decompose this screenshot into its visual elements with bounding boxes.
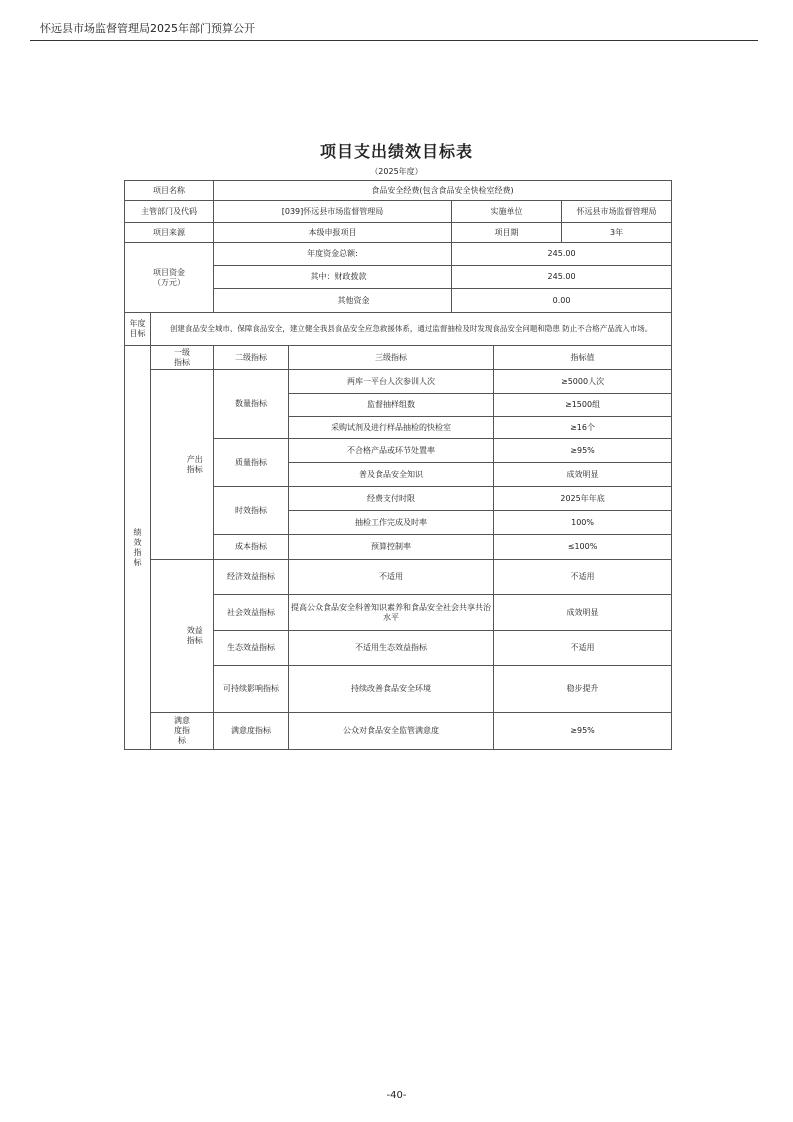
source-label: 项目来源 (125, 223, 214, 243)
table-row: 抽检工作完成及时率 (289, 511, 494, 535)
impl-unit-label: 实施单位 (452, 201, 562, 223)
level1-header: 一级指标 (151, 346, 214, 370)
table-row: 采购试剂及进行样品抽检的快检室 (289, 417, 494, 439)
output-label: 产出指标 (177, 370, 214, 560)
output-blank (151, 370, 177, 560)
funds-fiscal-label: 其中：财政拨款 (214, 266, 452, 289)
econ-label: 经济效益指标 (214, 560, 289, 595)
table-row: 2025年年底 (494, 487, 672, 511)
table-row: ≥5000人次 (494, 370, 672, 394)
funds-other-value: 0.00 (452, 289, 672, 313)
table-row: ≥95% (494, 439, 672, 463)
sustain-label: 可持续影响指标 (214, 666, 289, 713)
value-header: 指标值 (494, 346, 672, 370)
table-row: 不适用 (494, 560, 672, 595)
satisfaction-label: 满意度指标 (214, 713, 289, 750)
perf-side-label: 绩效指标 (125, 346, 151, 750)
table-row: 经费支付时限 (289, 487, 494, 511)
page-number: -40- (386, 1090, 407, 1101)
table-row: ≥1500组 (494, 394, 672, 417)
period-value: 3年 (562, 223, 672, 243)
table-row: 两库一平台人次参训人次 (289, 370, 494, 394)
time-label: 时效指标 (214, 487, 289, 535)
performance-table (124, 180, 672, 750)
table-row: 不适用生态效益指标 (289, 631, 494, 666)
page-header: 怀远县市场监督管理局2025年部门预算公开 (40, 22, 255, 35)
impl-unit-value: 怀远县市场监督管理局 (562, 201, 672, 223)
quantity-label: 数量指标 (214, 370, 289, 439)
funds-other-label: 其他资金 (214, 289, 452, 313)
table-row: 持续改善食品安全环境 (289, 666, 494, 713)
table-row: 稳步提升 (494, 666, 672, 713)
table-row: 100% (494, 511, 672, 535)
table-row: 提高公众食品安全科普知识素养和食品安全社会共享共治水平 (289, 595, 494, 631)
funds-fiscal-value: 245.00 (452, 266, 672, 289)
table-row: 成效明显 (494, 463, 672, 487)
table-row: 预算控制率 (289, 535, 494, 560)
project-name-value: 食品安全经费(包含食品安全快检室经费) (214, 181, 672, 201)
level3-header: 三级指标 (289, 346, 494, 370)
table-row: 公众对食品安全监管满意度 (289, 713, 494, 750)
table-row: ≥95% (494, 713, 672, 750)
benefit-label: 效益指标 (177, 560, 214, 713)
annual-goal-label: 年度目标 (125, 313, 151, 346)
table-year: （2025年度） (370, 167, 423, 176)
header-rule (30, 40, 758, 41)
level2-header: 二级指标 (214, 346, 289, 370)
project-name-label: 项目名称 (125, 181, 214, 201)
cost-label: 成本指标 (214, 535, 289, 560)
table-row: 不适用 (289, 560, 494, 595)
table-row: ≥16个 (494, 417, 672, 439)
table-row: 不合格产品或环节处置率 (289, 439, 494, 463)
table-row: 成效明显 (494, 595, 672, 631)
table-row: 监督抽样组数 (289, 394, 494, 417)
social-label: 社会效益指标 (214, 595, 289, 631)
dept-label: 主管部门及代码 (125, 201, 214, 223)
period-label: 项目期 (452, 223, 562, 243)
table-title: 项目支出绩效目标表 (319, 142, 473, 161)
table-row: 不适用 (494, 631, 672, 666)
funds-label: 项目资金 （万元） (125, 243, 214, 313)
funds-total-value: 245.00 (452, 243, 672, 266)
annual-goal-text: 创建食品安全城市、保障食品安全，建立健全我县食品安全应急救援体系，通过监督抽检及时发现食品安全问题和隐患 防止不合格产品流入市场。 (151, 313, 672, 346)
source-value: 本级申报项目 (214, 223, 452, 243)
table-row: ≤100% (494, 535, 672, 560)
dept-value: [039]怀远县市场监督管理局 (214, 201, 452, 223)
satisfaction-level1: 满意度指标 (151, 713, 214, 750)
quality-label: 质量指标 (214, 439, 289, 487)
funds-total-label: 年度资金总额: (214, 243, 452, 266)
eco-label: 生态效益指标 (214, 631, 289, 666)
table-row: 普及食品安全知识 (289, 463, 494, 487)
benefit-blank (151, 560, 177, 713)
